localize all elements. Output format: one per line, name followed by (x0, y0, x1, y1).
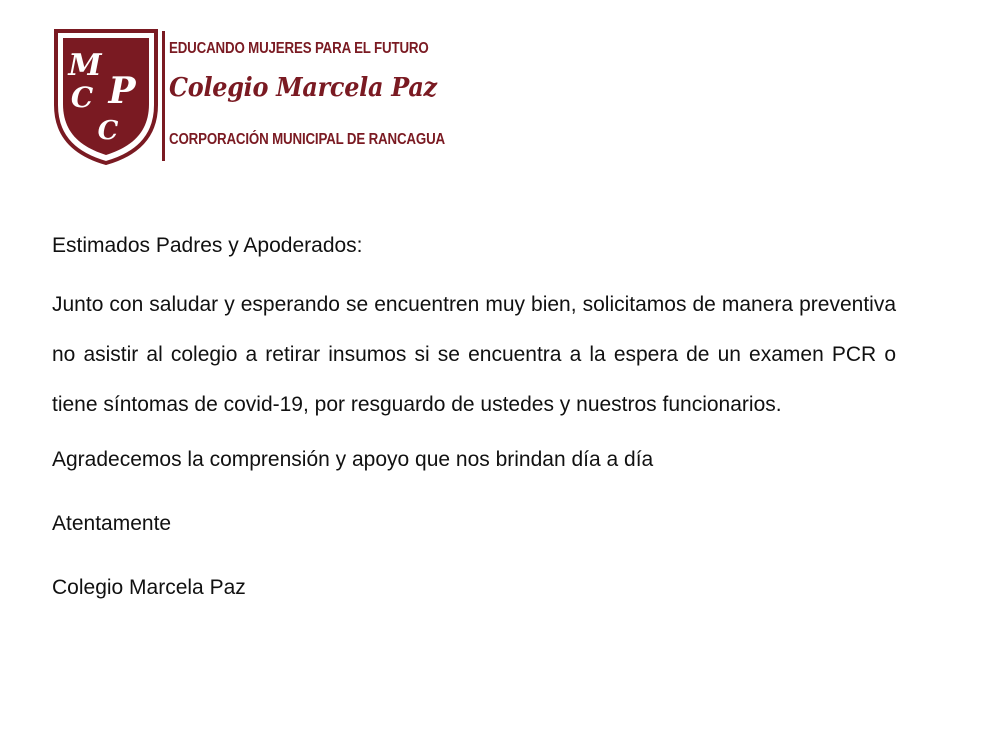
letter-signature: Colegio Marcela Paz (52, 576, 246, 599)
school-name: Colegio Marcela Paz (169, 73, 437, 103)
letter-closing: Atentamente (52, 512, 172, 535)
letter-thanks: Agradecemos la comprensión y apoyo que nos brindan día a día (52, 448, 654, 471)
svg-text:P: P (108, 70, 136, 112)
school-motto: EDUCANDO MUJERES PARA EL FUTURO (169, 40, 429, 57)
svg-text:M: M (68, 48, 102, 83)
letter-greeting: Estimados Padres y Apoderados: (52, 234, 363, 257)
letterhead-divider (162, 31, 165, 161)
letterhead (52, 27, 452, 167)
letter-paragraph: Junto con saludar y esperando se encuentren muy bien, solicitamos de manera preventiva no asistir al colegio a retirar insumos si se encuentra a la espera de un examen PCR o tiene síntomas de covid-19, por resguardo de ustedes y nuestros funcionarios. (52, 293, 896, 416)
svg-text:C: C (70, 81, 94, 114)
letter-body (52, 228, 896, 606)
svg-text:C: C (97, 116, 119, 146)
corporation-name: CORPORACIÓN MUNICIPAL DE RANCAGUA (169, 131, 445, 148)
school-crest-logo (52, 27, 160, 165)
